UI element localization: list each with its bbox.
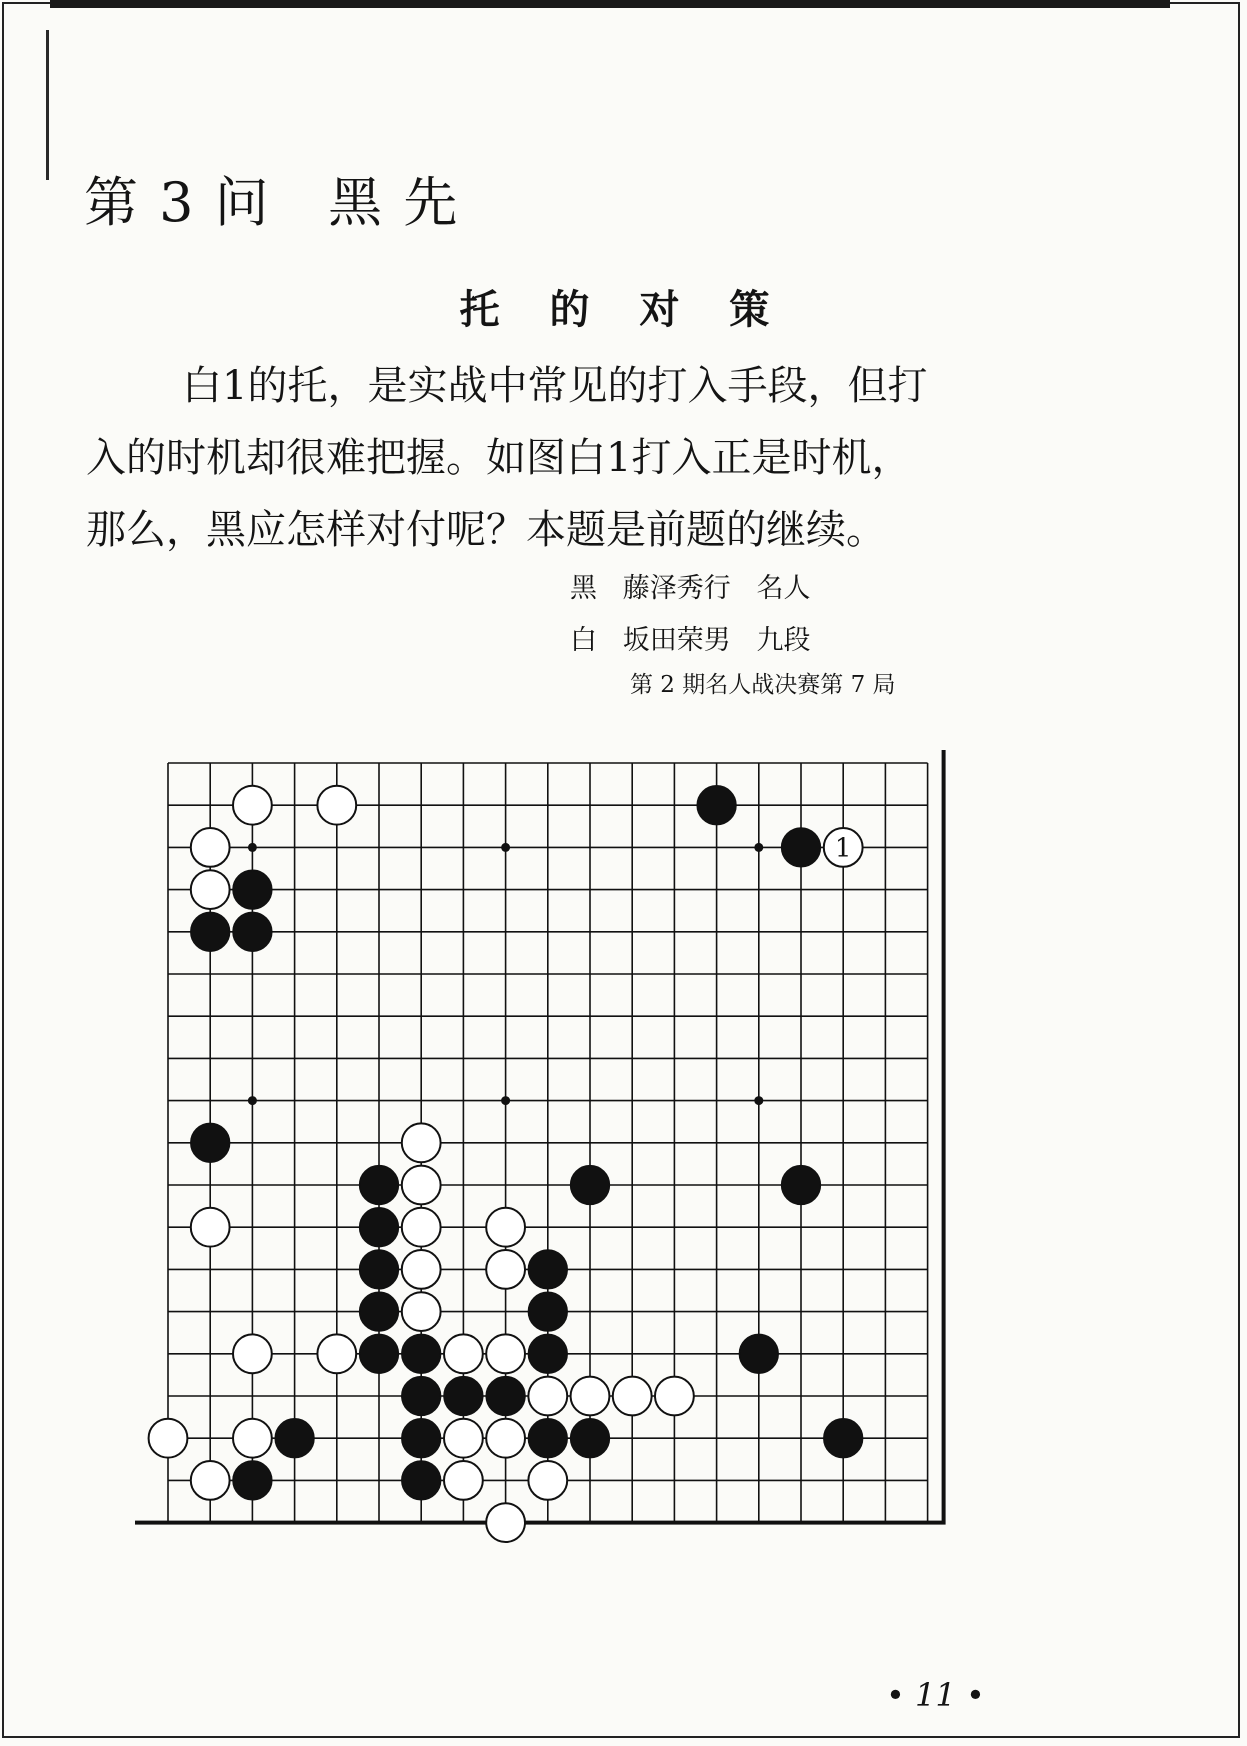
white-stone: [444, 1334, 483, 1373]
white-stone: [528, 1461, 567, 1500]
black-stone: [824, 1419, 863, 1458]
white-stone: [191, 828, 230, 867]
black-stone: [191, 912, 230, 951]
black-stone: [782, 1166, 821, 1205]
go-board: [135, 750, 995, 1630]
white-stone: [191, 870, 230, 909]
description-line: 白1的托，是实战中常见的打入手段，但打: [182, 363, 928, 409]
black-stone: [528, 1250, 567, 1289]
hoshi-point: [501, 843, 510, 852]
white-stone: [402, 1166, 441, 1205]
white-stone: [528, 1377, 567, 1416]
white-stone: [402, 1208, 441, 1247]
black-stone: [360, 1334, 399, 1373]
black-stone: [191, 1123, 230, 1162]
white-stone: [655, 1377, 694, 1416]
black-stone: [402, 1419, 441, 1458]
white-stone: [233, 1334, 272, 1373]
black-stone: [402, 1377, 441, 1416]
move-number-label: 1: [834, 833, 852, 864]
hoshi-point: [248, 1096, 257, 1105]
black-stone: [528, 1334, 567, 1373]
hoshi-point: [754, 1096, 763, 1105]
hoshi-point: [754, 843, 763, 852]
black-stone: [360, 1208, 399, 1247]
black-stone: [402, 1461, 441, 1500]
black-stone: [571, 1166, 610, 1205]
scan-edge: [50, 0, 1170, 8]
game-info: [570, 566, 896, 718]
white-stone: [233, 1419, 272, 1458]
white-stone: [402, 1123, 441, 1162]
black-stone: [571, 1419, 610, 1458]
black-stone: [782, 828, 821, 867]
black-stone: [233, 1461, 272, 1500]
white-stone: [486, 1208, 525, 1247]
black-stone: [360, 1166, 399, 1205]
white-stone: [149, 1419, 188, 1458]
black-stone: [233, 870, 272, 909]
go-board-diagram: [135, 750, 995, 1630]
white-stone: [486, 1334, 525, 1373]
black-player: 黑 藤泽秀行 名人: [570, 573, 811, 604]
white-stone: [191, 1461, 230, 1500]
game-source: 第 2 期名人战决赛第 7 局: [630, 672, 896, 698]
problem-description: [86, 350, 1046, 566]
hoshi-point: [501, 1096, 510, 1105]
white-stone: [233, 786, 272, 825]
black-stone: [233, 912, 272, 951]
description-line: 入的时机却很难把握。如图白1打入正是时机，: [86, 435, 912, 481]
white-stone: [571, 1377, 610, 1416]
hoshi-point: [248, 843, 257, 852]
black-stone: [360, 1292, 399, 1331]
black-stone: [739, 1334, 778, 1373]
black-stone: [402, 1334, 441, 1373]
black-stone: [528, 1419, 567, 1458]
white-stone: [444, 1461, 483, 1500]
white-stone: [444, 1419, 483, 1458]
section-heading: 托 的 对 策: [459, 286, 788, 333]
black-stone: [486, 1377, 525, 1416]
white-stone: [486, 1250, 525, 1289]
white-stone: [317, 786, 356, 825]
white-stone: [613, 1377, 652, 1416]
white-stone: [402, 1250, 441, 1289]
black-stone: [444, 1377, 483, 1416]
white-stone: [191, 1208, 230, 1247]
black-stone: [528, 1292, 567, 1331]
black-stone: [275, 1419, 314, 1458]
white-stone: [317, 1334, 356, 1373]
black-stone: [360, 1250, 399, 1289]
problem-title: 第 3 问 黑 先: [84, 171, 460, 234]
white-stone: [486, 1503, 525, 1542]
page-number: • 11 •: [886, 1676, 985, 1714]
white-player: 白 坂田荣男 九段: [570, 625, 811, 656]
white-stone: [486, 1419, 525, 1458]
white-stone: [402, 1292, 441, 1331]
description-line: 那么，黑应怎样对付呢？本题是前题的继续。: [86, 507, 886, 553]
margin-mark: [46, 30, 49, 180]
black-stone: [697, 786, 736, 825]
